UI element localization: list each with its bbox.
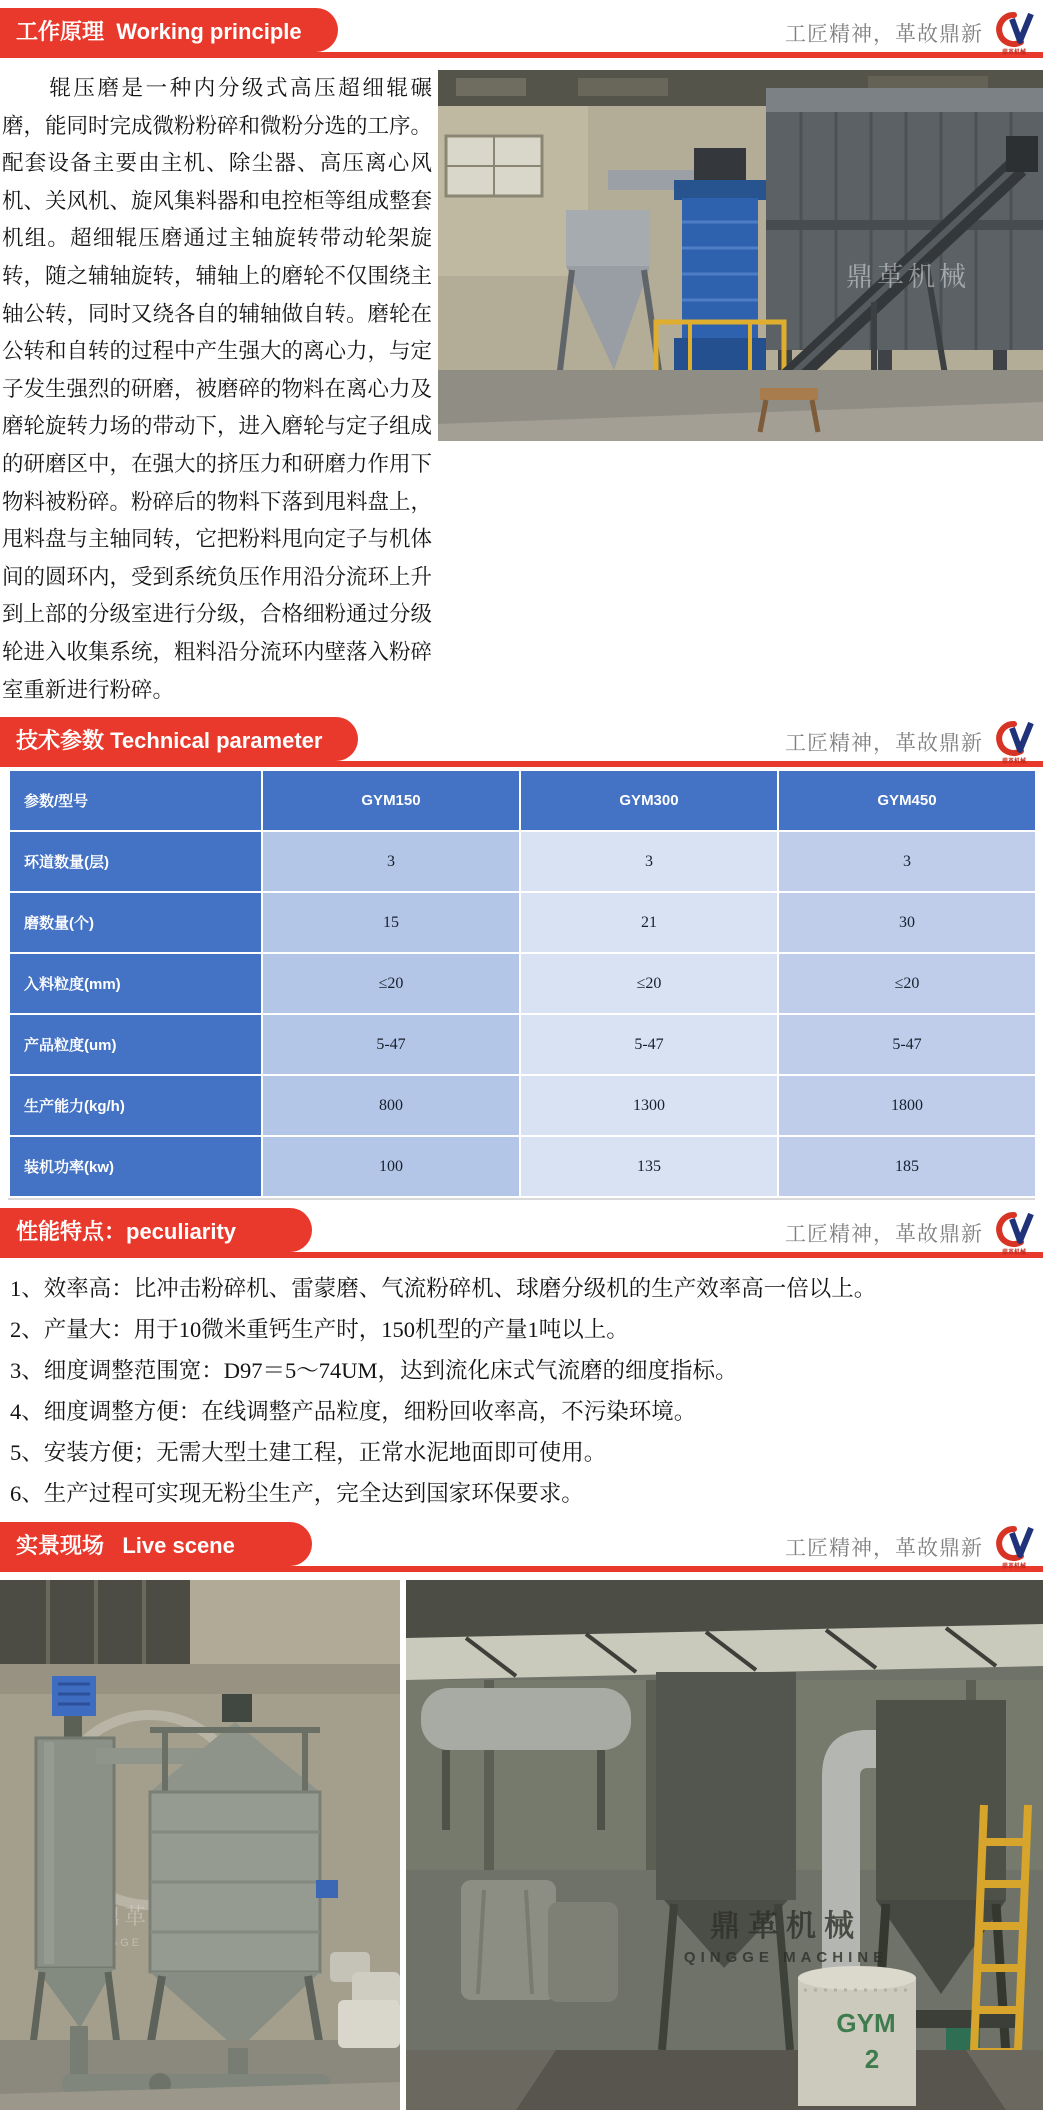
row-label: 产品粒度(um) <box>10 1015 261 1074</box>
live-scene-header <box>0 1514 1043 1572</box>
feature-item: 1、效率高：比冲击粉碎机、雷蒙磨、气流粉碎机、球磨分级机的生产效率高一倍以上。 <box>10 1276 877 1302</box>
cell-value: 5-47 <box>779 1015 1035 1074</box>
photo-watermark-zh: 鼎革机械 <box>710 1910 862 1944</box>
cell-value: 3 <box>779 832 1035 891</box>
feature-item: 4、细度调整方便：在线调整产品粒度，细粉回收率高，不污染环境。 <box>10 1399 697 1425</box>
section-banner <box>0 1208 312 1252</box>
photo-gym-pedestal <box>798 1966 916 2106</box>
working-principle-paragraph: 辊压磨是一种内分级式高压超细辊碾磨，能同时完成微粉粉碎和微粉分选的工序。配套设备主要由主机、除尘器、高压离心风机、关风机、旋风集料器和电控柜等组成整套机组。超细辊压磨通过主轴旋转带动轮架旋转，随之辅轴旋转，辅轴上的磨轮不仅围绕主轴公转，同时又绕各自的辅轴做自转。磨轮在公转和自转的过程中产生强大的离心力，与定子发生强烈的研磨，被磨碎的物料在离心力及磨轮旋转力场的带动下，进入磨轮与定子组成的研磨区中，在强大的挤压力和研磨力作用下物料被粉碎。粉碎后的物料下落到甩料盘上，甩料盘与主轴同转，它把粉料甩向定子与机体间的圆环内，受到系统负压作用沿分流环上升到上部的分级室进行分级，合格细粉通过分级轮进入收集系统，粗料沿分流环内壁落入粉碎室重新进行粉碎。 <box>2 76 433 702</box>
live-scene-photo-left <box>0 1580 400 2110</box>
brand-slogan: 工匠精神，革故鼎新 <box>785 23 983 46</box>
table-row <box>10 832 1035 891</box>
working-principle-header <box>0 0 1043 58</box>
cell-value: 100 <box>263 1137 519 1196</box>
technical-parameter-header <box>0 709 1043 767</box>
section-banner <box>0 1522 312 1566</box>
live-scene-photos <box>0 1572 1043 2110</box>
feature-item: 5、安装方便；无需大型土建工程，正常水泥地面即可使用。 <box>10 1440 607 1466</box>
col-header-parameter: 参数/型号 <box>10 771 261 830</box>
brand-slogan: 工匠精神，革故鼎新 <box>785 732 983 756</box>
feature-item: 3、细度调整范围宽：D97＝5～74UM，达到流化床式气流磨的细度指标。 <box>10 1358 738 1384</box>
brand-slogan-block <box>785 10 1037 56</box>
cell-value: 135 <box>521 1137 777 1196</box>
cell-value: 3 <box>521 832 777 891</box>
section-banner <box>0 8 338 52</box>
brand-slogan-block <box>785 719 1037 765</box>
cell-value: ≤20 <box>779 954 1035 1013</box>
table-row <box>10 954 1035 1013</box>
photo-watermark-en: QINGGE MACHINE <box>683 1949 889 1967</box>
table-row <box>10 1076 1035 1135</box>
section-banner <box>0 717 358 761</box>
brand-logo-icon <box>991 1524 1037 1570</box>
live-scene-photo-right <box>406 1580 1043 2110</box>
brand-slogan-block <box>785 1210 1037 1256</box>
parameter-table-wrap <box>8 769 1035 1200</box>
feature-item: 2、产量大：用于10微米重钙生产时，150机型的产量1吨以上。 <box>10 1317 629 1343</box>
banner-title: 技术参数 Technical parameter <box>16 727 323 753</box>
banner-title: 性能特点：peculiarity <box>16 1218 237 1244</box>
feature-item: 6、生产过程可实现无粉尘生产，完全达到国家环保要求。 <box>10 1481 584 1507</box>
brand-slogan: 工匠精神，革故鼎新 <box>785 1537 983 1561</box>
brand-logo-caption: 鼎革机械 <box>1001 759 1027 766</box>
brand-logo-caption: 鼎革机械 <box>1001 1250 1027 1257</box>
cell-value: 5-47 <box>521 1015 777 1074</box>
cell-value: 21 <box>521 893 777 952</box>
cell-value: 1800 <box>779 1076 1035 1135</box>
brand-slogan-block <box>785 1524 1037 1570</box>
banner-title: 工作原理 Working principle <box>16 18 302 44</box>
cell-value: 1300 <box>521 1076 777 1135</box>
cell-value: ≤20 <box>521 954 777 1013</box>
brand-logo-caption: 鼎革机械 <box>1001 1564 1027 1571</box>
row-label: 磨数量(个) <box>10 893 261 952</box>
brand-logo-caption: 鼎革机械 <box>1001 50 1027 56</box>
parameter-table <box>8 769 1037 1198</box>
table-row <box>10 1015 1035 1074</box>
row-label: 生产能力(kg/h) <box>10 1076 261 1135</box>
cell-value: ≤20 <box>263 954 519 1013</box>
row-label: 装机功率(kw) <box>10 1137 261 1196</box>
banner-title: 实景现场 Live scene <box>16 1532 235 1558</box>
row-label: 入料粒度(mm) <box>10 954 261 1013</box>
feature-list <box>0 1258 1043 1514</box>
cell-value: 800 <box>263 1076 519 1135</box>
col-header-gym450: GYM450 <box>779 771 1035 830</box>
photo-tank-label-top: GYM <box>836 2008 896 2039</box>
table-row <box>10 893 1035 952</box>
brand-logo-icon <box>991 1210 1037 1256</box>
table-row <box>10 1137 1035 1196</box>
col-header-gym150: GYM150 <box>263 771 519 830</box>
cell-value: 5-47 <box>263 1015 519 1074</box>
photo-tank-label-bottom: 2 <box>864 2044 880 2075</box>
working-principle-photo <box>438 70 1043 441</box>
working-principle-content <box>0 58 1043 709</box>
brand-logo-icon <box>991 10 1037 56</box>
photo-blue-valve <box>316 1880 338 1898</box>
cell-value: 3 <box>263 832 519 891</box>
table-header-row <box>10 771 1035 830</box>
col-header-gym300: GYM300 <box>521 771 777 830</box>
row-label: 环道数量(层) <box>10 832 261 891</box>
brand-logo-icon <box>991 719 1037 765</box>
cell-value: 15 <box>263 893 519 952</box>
peculiarity-header <box>0 1200 1043 1258</box>
brand-slogan: 工匠精神，革故鼎新 <box>785 1223 983 1247</box>
cell-value: 30 <box>779 893 1035 952</box>
cell-value: 185 <box>779 1137 1035 1196</box>
photo-watermark: 鼎革机械 <box>846 262 970 292</box>
